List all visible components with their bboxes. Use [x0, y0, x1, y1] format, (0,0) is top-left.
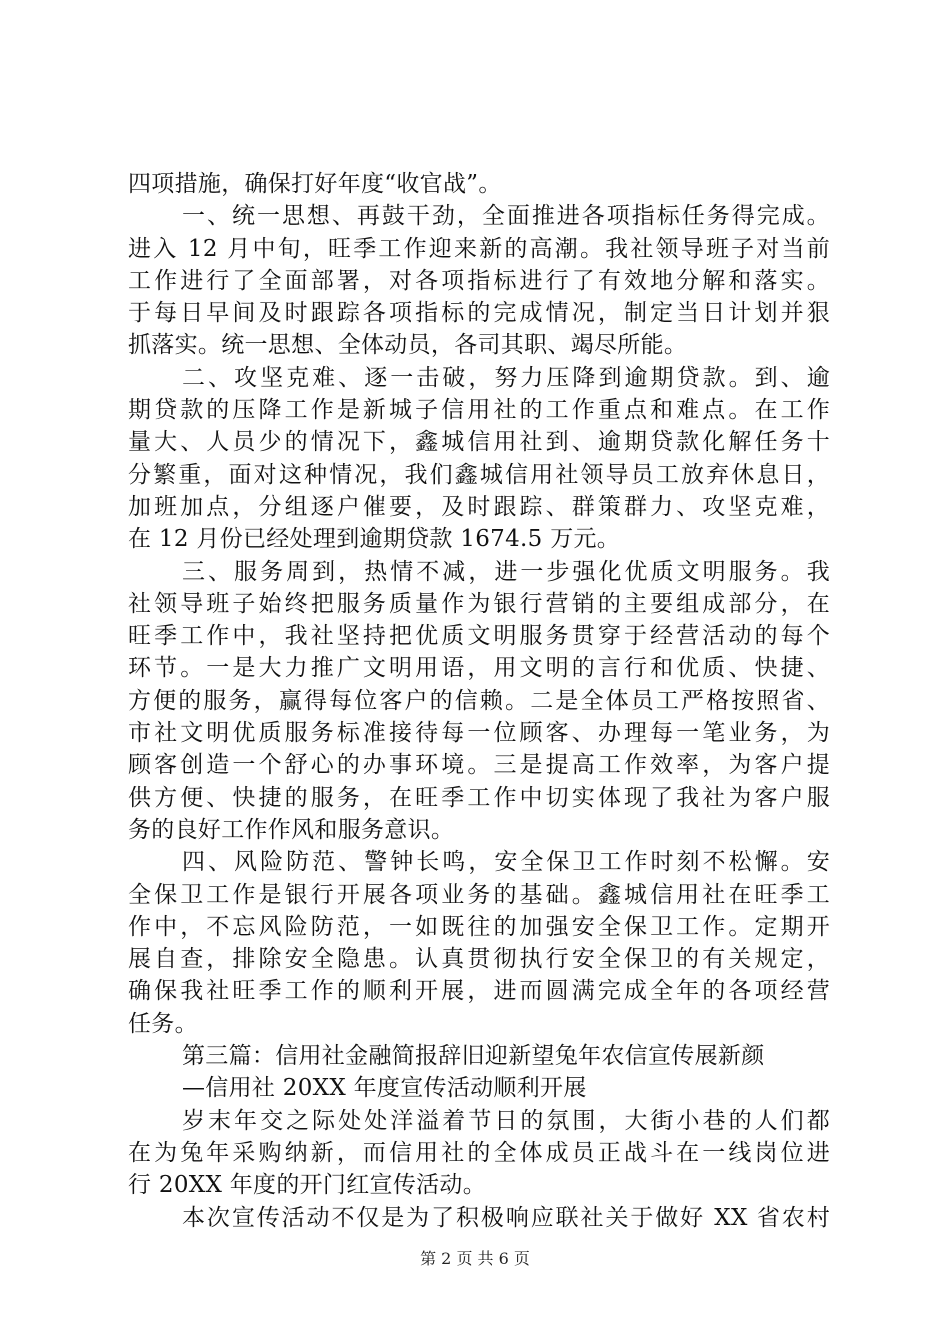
text-line: —信用社 20XX 年度宣传活动顺利开展 — [182, 1075, 587, 1102]
text-line: 二、攻坚克难、逐一击破，努力压降到逾期贷款。到、逾 — [182, 364, 830, 391]
text-line: 全保卫工作是银行开展各项业务的基础。鑫城信用社在旺季工 — [128, 881, 830, 908]
text-line: 一、统一思想、再鼓干劲，全面推进各项指标任务得完成。 — [182, 203, 830, 230]
text-line: 加班加点，分组逐户催要，及时跟踪、群策群力、攻坚克难， — [128, 493, 830, 520]
text-line: 于每日早间及时跟踪各项指标的完成情况，制定当日计划并狠 — [128, 300, 830, 327]
text-line: 行 20XX 年度的开门红宣传活动。 — [128, 1172, 487, 1199]
text-line: 确保我社旺季工作的顺利开展，进而圆满完成全年的各项经营 — [128, 978, 830, 1005]
text-line: 在 12 月份已经处理到逾期贷款 1674.5 万元。 — [128, 526, 621, 553]
text-line: 环节。一是大力推广文明用语，用文明的言行和优质、快捷、 — [128, 655, 830, 682]
text-line: 期贷款的压降工作是新城子信用社的工作重点和难点。在工作 — [128, 397, 830, 424]
text-line: 工作进行了全面部署，对各项指标进行了有效地分解和落实。 — [128, 267, 830, 294]
text-line: 社领导班子始终把服务质量作为银行营销的主要组成部分，在 — [128, 590, 830, 617]
text-line: 旺季工作中，我社坚持把优质文明服务贯穿于经营活动的每个 — [128, 623, 830, 650]
text-line: 任务。 — [128, 1010, 198, 1037]
text-line: 岁末年交之际处处洋溢着节日的氛围，大街小巷的人们都 — [182, 1107, 830, 1134]
text-line: 四、风险防范、警钟长鸣，安全保卫工作时刻不松懈。安 — [182, 849, 830, 876]
text-line: 抓落实。统一思想、全体动员，各司其职、竭尽所能。 — [128, 332, 688, 359]
text-line: 作中，不忘风险防范，一如既往的加强安全保卫工作。定期开 — [128, 913, 830, 940]
text-line: 量大、人员少的情况下，鑫城信用社到、逾期贷款化解任务十 — [128, 429, 830, 456]
text-line: 务的良好工作作风和服务意识。 — [128, 816, 455, 843]
text-line: 在为兔年采购纳新，而信用社的全体成员正战斗在一线岗位进 — [128, 1139, 830, 1166]
text-line: 进入 12 月中旬，旺季工作迎来新的高潮。我社领导班子对当前 — [128, 235, 830, 262]
text-line: 展自查，排除安全隐患。认真贯彻执行安全保卫的有关规定， — [128, 946, 830, 973]
text-line: 四项措施，确保打好年度“收官战”。 — [128, 171, 502, 197]
page-number-footer: 第 2 页 共 6 页 — [420, 1249, 530, 1268]
text-line: 供方便、快捷的服务，在旺季工作中切实体现了我社为客户服 — [128, 784, 830, 811]
text-line: 市社文明优质服务标准接待每一位顾客、办理每一笔业务，为 — [128, 720, 830, 747]
text-line: 方便的服务，赢得每位客户的信赖。二是全体员工严格按照省、 — [128, 687, 830, 714]
text-line: 三、服务周到，热情不减，进一步强化优质文明服务。我 — [182, 558, 830, 585]
text-line: 分繁重，面对这种情况，我们鑫城信用社领导员工放弃休息日， — [128, 461, 830, 488]
text-line: 顾客创造一个舒心的办事环境。三是提高工作效率，为客户提 — [128, 752, 830, 779]
text-line: 本次宣传活动不仅是为了积极响应联社关于做好 XX 省农村 — [182, 1204, 830, 1231]
text-line: 第三篇：信用社金融简报辞旧迎新望兔年农信宣传展新颜 — [182, 1043, 765, 1070]
document-body — [128, 168, 830, 1234]
